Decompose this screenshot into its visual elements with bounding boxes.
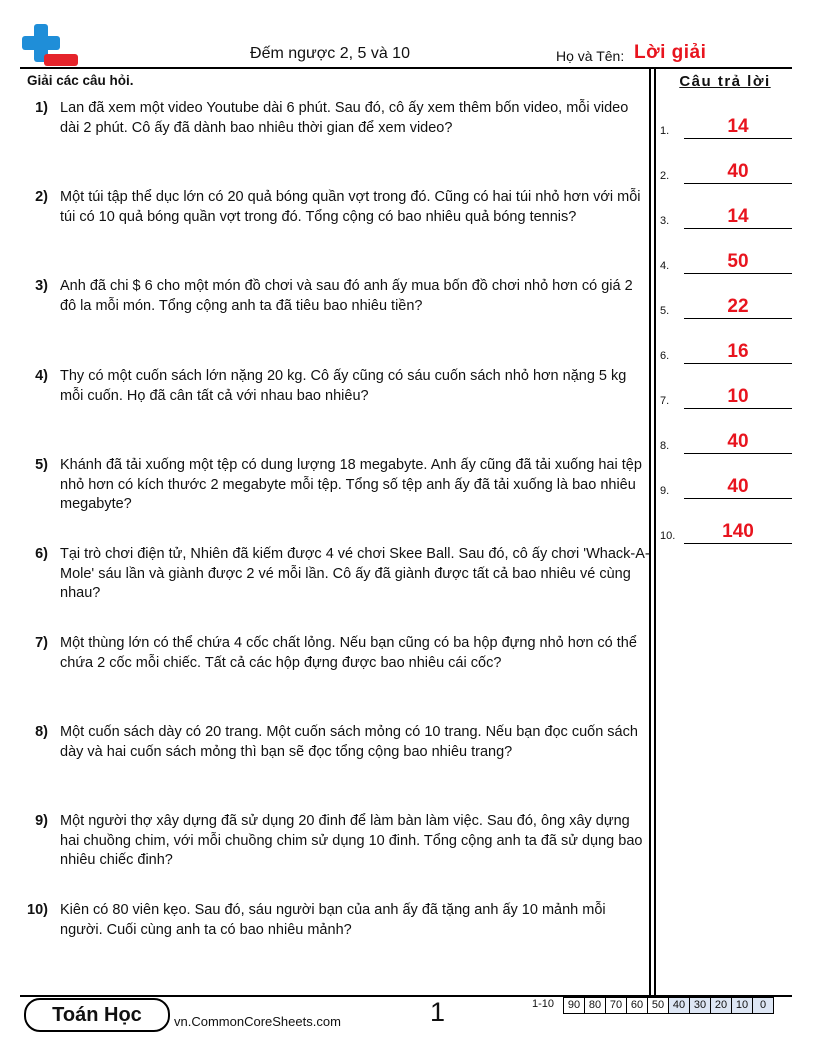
question-text: Thy có một cuốn sách lớn nặng 20 kg. Cô ấy cũng có sáu cuốn sách nhỏ hơn nặng 5 kg mỗi cuốn. Họ đã cân tất cả với nhau bao nhiêu? xyxy=(60,368,627,404)
score-cell: 90 xyxy=(563,997,585,1014)
answer-row xyxy=(660,473,792,499)
question-number: 7) xyxy=(35,635,48,651)
answer-number: 1. xyxy=(660,125,670,137)
question-number: 5) xyxy=(35,457,48,473)
answer-value: 140 xyxy=(722,521,754,542)
answer-number: 6. xyxy=(660,350,670,362)
name-value: Lời giải xyxy=(634,42,707,63)
answer-line xyxy=(684,453,792,454)
answer-value: 40 xyxy=(727,431,749,452)
score-cell: 40 xyxy=(668,997,690,1014)
answer-row xyxy=(660,383,792,409)
answer-number: 9. xyxy=(660,485,670,497)
question-text: Anh đã chi $ 6 cho một món đồ chơi và sau đó anh ấy mua bốn đồ chơi nhỏ hơn có giá 2 đô la mỗi món. Tổng cộng anh ta đã tiêu bao nhiêu tiền? xyxy=(60,278,633,314)
answer-value: 50 xyxy=(727,251,749,272)
answer-row xyxy=(660,158,792,184)
question-text: Khánh đã tải xuống một tệp có dung lượng 18 megabyte. Anh ấy cũng đã tải xuống hai tệp nhỏ hơn có kích thước 2 megabyte mỗi tệp. Tổng số tệp anh ấy đã tải xuống là bao nhiêu megabyte? xyxy=(60,457,642,512)
answer-number: 3. xyxy=(660,215,670,227)
question-text: Một người thợ xây dựng đã sử dụng 20 đinh để làm bàn làm việc. Sau đó, ông xây dựng hai chuồng chim, với mỗi chuồng chim sử dụng 10 đinh. Tổng cộng anh ta đã sử dụng bao nhiêu chiếc đinh? xyxy=(60,813,643,868)
score-cell: 70 xyxy=(605,997,627,1014)
score-cell: 10 xyxy=(731,997,753,1014)
answer-value: 22 xyxy=(727,296,749,317)
page-number: 1 xyxy=(430,997,446,1027)
header-divider xyxy=(20,67,792,69)
answer-value: 14 xyxy=(727,116,749,137)
question-text: Một thùng lớn có thể chứa 4 cốc chất lỏng. Nếu bạn cũng có ba hộp đựng nhỏ hơn có thể chứa 2 cốc mỗi chiếc. Tất cả các hộp đựng được bao nhiêu cái cốc? xyxy=(60,635,637,671)
answer-line xyxy=(684,498,792,499)
answer-number: 10. xyxy=(660,530,676,542)
score-scale xyxy=(564,997,774,1014)
answer-line xyxy=(684,273,792,274)
answer-number: 8. xyxy=(660,440,670,452)
answer-row xyxy=(660,428,792,454)
score-cell: 50 xyxy=(647,997,669,1014)
answer-value: 40 xyxy=(727,161,749,182)
question-text: Kiên có 80 viên kẹo. Sau đó, sáu người bạn của anh ấy đã tặng anh ấy 10 mảnh mỗi người. Cuối cùng anh ta có bao nhiêu mảnh? xyxy=(60,902,606,938)
answer-row xyxy=(660,293,792,319)
answer-value: 14 xyxy=(727,206,749,227)
answer-number: 2. xyxy=(660,170,670,182)
site-url: vn.CommonCoreSheets.com xyxy=(174,1014,341,1029)
question-text: Một cuốn sách dày có 20 trang. Một cuốn sách mỏng có 10 trang. Nếu bạn đọc cuốn sách dày và hai cuốn sách mỏng thì bạn sẽ đọc tổng cộng bao nhiêu trang? xyxy=(60,724,638,760)
question-number: 8) xyxy=(35,724,48,740)
score-cell: 20 xyxy=(710,997,732,1014)
column-divider xyxy=(654,68,656,996)
answer-row xyxy=(660,203,792,229)
answer-number: 4. xyxy=(660,260,670,272)
score-scale-label: 1-10 xyxy=(532,998,555,1010)
question-number: 10) xyxy=(27,902,48,918)
answer-value: 10 xyxy=(727,386,749,407)
answer-line xyxy=(684,183,792,184)
answer-row xyxy=(660,113,792,139)
answer-row xyxy=(660,338,792,364)
answer-line xyxy=(684,408,792,409)
answer-line xyxy=(684,318,792,319)
answer-line xyxy=(684,138,792,139)
question-number: 2) xyxy=(35,189,48,205)
name-label: Họ và Tên: xyxy=(556,48,625,64)
instructions: Giải các câu hỏi. xyxy=(27,73,134,88)
worksheet-title: Đếm ngược 2, 5 và 10 xyxy=(250,45,410,62)
question-text: Một túi tập thể dục lớn có 20 quả bóng quần vợt trong đó. Cũng có hai túi nhỏ hơn với mỗi túi có 10 quả bóng quần vợt trong đó. Tổng cộng có bao nhiêu quả bóng tennis? xyxy=(60,189,641,225)
answer-line xyxy=(684,363,792,364)
question-number: 4) xyxy=(35,368,48,384)
answer-line xyxy=(684,543,792,544)
question-number: 9) xyxy=(35,813,48,829)
score-cell: 30 xyxy=(689,997,711,1014)
answer-number: 7. xyxy=(660,395,670,407)
answer-value: 40 xyxy=(727,476,749,497)
answer-value: 16 xyxy=(727,341,749,362)
score-cell: 0 xyxy=(752,997,774,1014)
answers-heading: Câu trả lời xyxy=(679,73,771,90)
answer-line xyxy=(684,228,792,229)
score-cell: 80 xyxy=(584,997,606,1014)
brand-badge: Toán Học xyxy=(24,998,170,1032)
question-number: 1) xyxy=(35,100,48,116)
answer-number: 5. xyxy=(660,305,670,317)
question-number: 3) xyxy=(35,278,48,294)
score-cell: 60 xyxy=(626,997,648,1014)
question-text: Tại trò chơi điện tử, Nhiên đã kiếm được 4 vé chơi Skee Ball. Sau đó, cô ấy chơi 'Whack-A-Mole' sáu lần và giành được 2 vé mỗi lần. Cô ấy đã giành được tất cả bao nhiêu vé cùng nhau? xyxy=(60,546,650,601)
answer-row xyxy=(660,518,792,544)
plus-minus-logo-icon xyxy=(22,22,80,68)
answer-row xyxy=(660,248,792,274)
question-number: 6) xyxy=(35,546,48,562)
question-text: Lan đã xem một video Youtube dài 6 phút. Sau đó, cô ấy xem thêm bốn video, mỗi video dài 2 phút. Cô ấy đã dành bao nhiêu thời gian để xem video? xyxy=(60,100,629,136)
